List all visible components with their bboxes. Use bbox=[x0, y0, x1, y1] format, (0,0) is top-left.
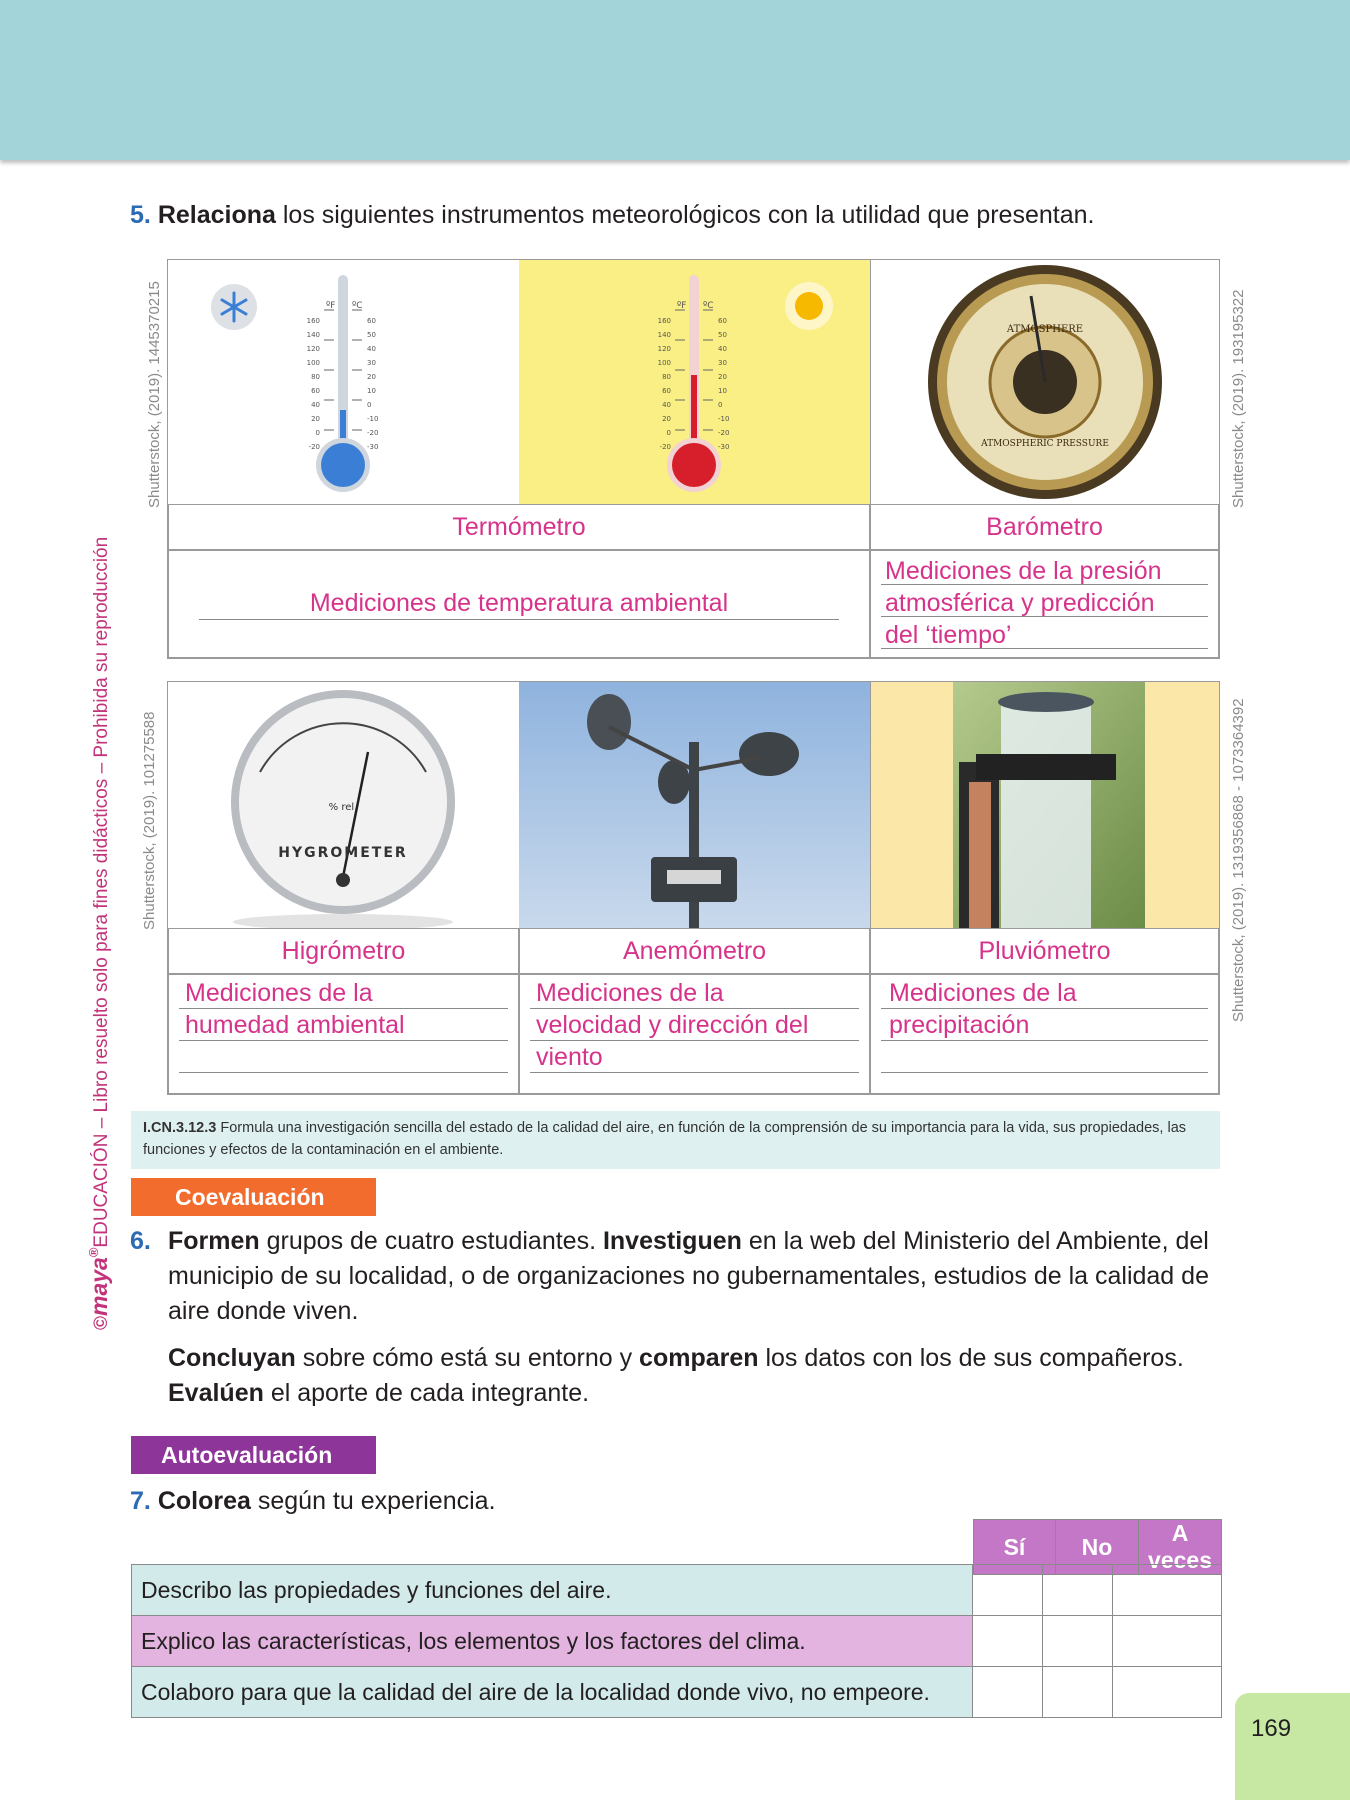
scale-c-label: 0 bbox=[367, 401, 372, 409]
name-pluviometro: Pluviómetro bbox=[870, 928, 1219, 974]
answer-cell-barometro bbox=[870, 550, 1219, 658]
photo-credit: Shutterstock, (2019). 1445370215 bbox=[146, 281, 163, 508]
answer-cell-anemometro bbox=[519, 974, 870, 1094]
scale-c-label: 60 bbox=[718, 317, 727, 325]
scale-f-label: 20 bbox=[662, 415, 671, 423]
anemometer-image bbox=[519, 682, 870, 928]
answer-cell-pluviometro bbox=[870, 974, 1219, 1094]
scale-f-label: 160 bbox=[657, 317, 671, 325]
checkbox-si[interactable] bbox=[973, 1565, 1043, 1616]
answer-line: precipitación bbox=[889, 1011, 1030, 1039]
thermometer-hot-image bbox=[519, 260, 870, 504]
criterion-box: I.CN.3.12.3 Formula una investigación sencilla del estado de la calidad del aire, en función de la comprensión de su importancia para la vida, sus propiedades, las funciones y efectos de la contaminación en el ambiente. bbox=[131, 1111, 1220, 1169]
scale-c-label: 10 bbox=[367, 387, 376, 395]
table-row bbox=[132, 1667, 1222, 1718]
scale-c-label: 30 bbox=[718, 359, 727, 367]
answer-line: del ‘tiempo’ bbox=[885, 621, 1012, 649]
instrument-table-bottom bbox=[167, 681, 1220, 1095]
checkbox-si[interactable] bbox=[973, 1616, 1043, 1667]
scale-f-label: 80 bbox=[662, 373, 671, 381]
scale-c-label: 20 bbox=[367, 373, 376, 381]
scale-c-label: 30 bbox=[367, 359, 376, 367]
name-anemometro: Anemómetro bbox=[519, 928, 870, 974]
checkbox-si[interactable] bbox=[973, 1667, 1043, 1718]
scale-c-label: -20 bbox=[367, 429, 379, 437]
question-7: 7. Colorea según tu experiencia. bbox=[130, 1487, 496, 1515]
hygrometer-label: HYGROMETER bbox=[278, 845, 408, 861]
answer-cell-termometro bbox=[168, 550, 870, 658]
scale-f-label: 120 bbox=[657, 345, 671, 353]
header-si: Sí bbox=[974, 1520, 1056, 1575]
celsius-label: ºC bbox=[703, 301, 714, 311]
scale-c-label: 50 bbox=[367, 331, 376, 339]
table-row bbox=[132, 1616, 1222, 1667]
statement-cell: Explico las características, los elementos y los factores del clima. bbox=[132, 1616, 973, 1667]
scale-c-label: -10 bbox=[718, 415, 730, 423]
scale-c-label: -30 bbox=[718, 443, 730, 451]
page-number: 169 bbox=[1251, 1715, 1292, 1742]
scale-c-label: 40 bbox=[367, 345, 376, 353]
scale-c-label: -20 bbox=[718, 429, 730, 437]
scale-f-label: 60 bbox=[311, 387, 320, 395]
scale-c-label: 60 bbox=[367, 317, 376, 325]
header-band bbox=[0, 0, 1350, 160]
question-6: 6. Formen grupos de cuatro estudiantes. Investiguen en la web del Ministerio del Ambiente, del municipio de su localidad, o de organizaciones no gubernamentales, estudios de la calidad de aire donde viven. Concluyan sobre cómo está su entorno y comparen los datos con los de sus compañeros. Evalúen el aporte de cada integrante. bbox=[130, 1227, 1209, 1407]
checkbox-no[interactable] bbox=[1043, 1565, 1113, 1616]
header-no: No bbox=[1055, 1520, 1138, 1575]
coevaluacion-badge: Coevaluación bbox=[131, 1178, 376, 1216]
question-5: 5. Relaciona los siguientes instrumentos meteorológicos con la utilidad que presentan. bbox=[130, 201, 1095, 229]
statement-cell: Colaboro para que la calidad del aire de la localidad donde vivo, no empeore. bbox=[132, 1667, 973, 1718]
checkbox-a-veces[interactable] bbox=[1113, 1667, 1222, 1718]
scale-f-label: 80 bbox=[311, 373, 320, 381]
sidebar-copyright: ©maya®EDUCACIÓN – Libro resuelto solo para fines didácticos – Prohibida su reproducción bbox=[86, 536, 112, 1330]
header-a-veces: A veces bbox=[1139, 1520, 1222, 1575]
answer-cell-higrometro bbox=[168, 974, 519, 1094]
checkbox-no[interactable] bbox=[1043, 1667, 1113, 1718]
scale-f-label: 100 bbox=[657, 359, 671, 367]
answer-line: humedad ambiental bbox=[185, 1011, 405, 1039]
scale-f-label: -20 bbox=[659, 443, 671, 451]
barometer-bottom-text: ATMOSPHERIC PRESSURE bbox=[981, 439, 1109, 449]
fahrenheit-label: ºF bbox=[326, 301, 336, 311]
answer-line: Mediciones de la bbox=[536, 979, 724, 1007]
scale-f-label: 140 bbox=[657, 331, 671, 339]
photo-credit: Shutterstock, (2019). 1319356868 - 1073364392 bbox=[1230, 698, 1247, 1022]
scale-c-label: -10 bbox=[367, 415, 379, 423]
hygrometer-image bbox=[168, 682, 519, 928]
name-barometro: Barómetro bbox=[870, 504, 1219, 550]
photo-credit: Shutterstock, (2019). 193195322 bbox=[1230, 289, 1247, 508]
scale-f-label: 20 bbox=[311, 415, 320, 423]
answer-line: atmosférica y predicción bbox=[885, 589, 1155, 617]
scale-c-label: -30 bbox=[367, 443, 379, 451]
scale-c-label: 50 bbox=[718, 331, 727, 339]
scale-c-label: 40 bbox=[718, 345, 727, 353]
rain-gauge-image bbox=[870, 682, 1219, 928]
self-eval-table bbox=[131, 1564, 1222, 1718]
hygrometer-unit: % rel. bbox=[328, 802, 358, 813]
scale-f-label: 160 bbox=[306, 317, 320, 325]
scale-f-label: 100 bbox=[306, 359, 320, 367]
scale-c-label: 20 bbox=[718, 373, 727, 381]
fahrenheit-label: ºF bbox=[677, 301, 687, 311]
barometer-top-text: ATMOSPHERE bbox=[1006, 324, 1084, 335]
scale-f-label: 120 bbox=[306, 345, 320, 353]
name-higrometro: Higrómetro bbox=[168, 928, 519, 974]
answer-line: Mediciones de la presión bbox=[885, 557, 1162, 585]
page-number-tab bbox=[1235, 1693, 1350, 1800]
scale-c-label: 0 bbox=[718, 401, 723, 409]
answer-line: Mediciones de la bbox=[185, 979, 373, 1007]
checkbox-a-veces[interactable] bbox=[1113, 1616, 1222, 1667]
statement-cell: Describo las propiedades y funciones del aire. bbox=[132, 1565, 973, 1616]
answer-line: velocidad y dirección del bbox=[536, 1011, 809, 1039]
name-termometro: Termómetro bbox=[168, 504, 870, 550]
autoevaluacion-badge: Autoevaluación bbox=[131, 1436, 376, 1474]
scale-f-label: -20 bbox=[308, 443, 320, 451]
scale-f-label: 140 bbox=[306, 331, 320, 339]
checkbox-no[interactable] bbox=[1043, 1616, 1113, 1667]
answer-line: Mediciones de la bbox=[889, 979, 1077, 1007]
thermometer-cold-image bbox=[168, 260, 519, 504]
answer-line: viento bbox=[536, 1043, 603, 1071]
checkbox-a-veces[interactable] bbox=[1113, 1565, 1222, 1616]
answer-termometro: Mediciones de temperatura ambiental bbox=[309, 589, 729, 617]
celsius-label: ºC bbox=[352, 301, 363, 311]
scale-f-label: 0 bbox=[666, 429, 671, 437]
photo-credit: Shutterstock, (2019). 101275588 bbox=[141, 711, 158, 930]
scale-f-label: 40 bbox=[662, 401, 671, 409]
sun-icon bbox=[795, 292, 823, 320]
barometer-image bbox=[870, 260, 1219, 504]
scale-c-label: 10 bbox=[718, 387, 727, 395]
scale-f-label: 60 bbox=[662, 387, 671, 395]
scale-f-label: 40 bbox=[311, 401, 320, 409]
table-row bbox=[132, 1565, 1222, 1616]
scale-f-label: 0 bbox=[315, 429, 320, 437]
instrument-table-top bbox=[167, 259, 1220, 659]
